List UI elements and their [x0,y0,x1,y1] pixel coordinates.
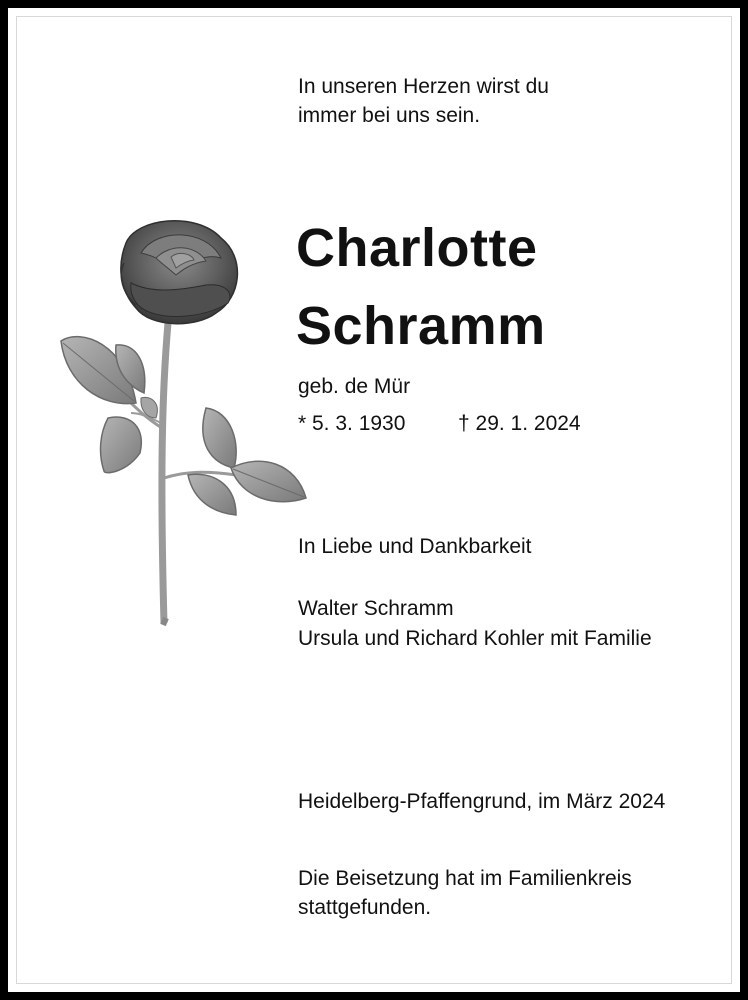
motto-line-2: immer bei uns sein. [298,104,481,127]
motto-line-1: In unseren Herzen wirst du [298,75,549,98]
mourner-2: Ursula und Richard Kohler mit Familie [298,627,652,650]
place-date: Heidelberg-Pfaffengrund, im März 2024 [298,790,666,813]
birth-date: * 5. 3. 1930 [298,412,406,435]
mourner-1: Walter Schramm [298,597,454,620]
death-date: † 29. 1. 2024 [458,412,581,435]
intro-text: In Liebe und Dankbarkeit [298,535,532,558]
burial-line-2: stattgefunden. [298,896,432,919]
burial-line-1: Die Beisetzung hat im Familienkreis [298,867,632,890]
burial-note [298,864,632,922]
rose-icon [56,213,311,633]
first-name: Charlotte [296,218,538,278]
birth-name: geb. de Mür [298,375,411,398]
motto [298,72,549,130]
last-name: Schramm [296,296,546,356]
